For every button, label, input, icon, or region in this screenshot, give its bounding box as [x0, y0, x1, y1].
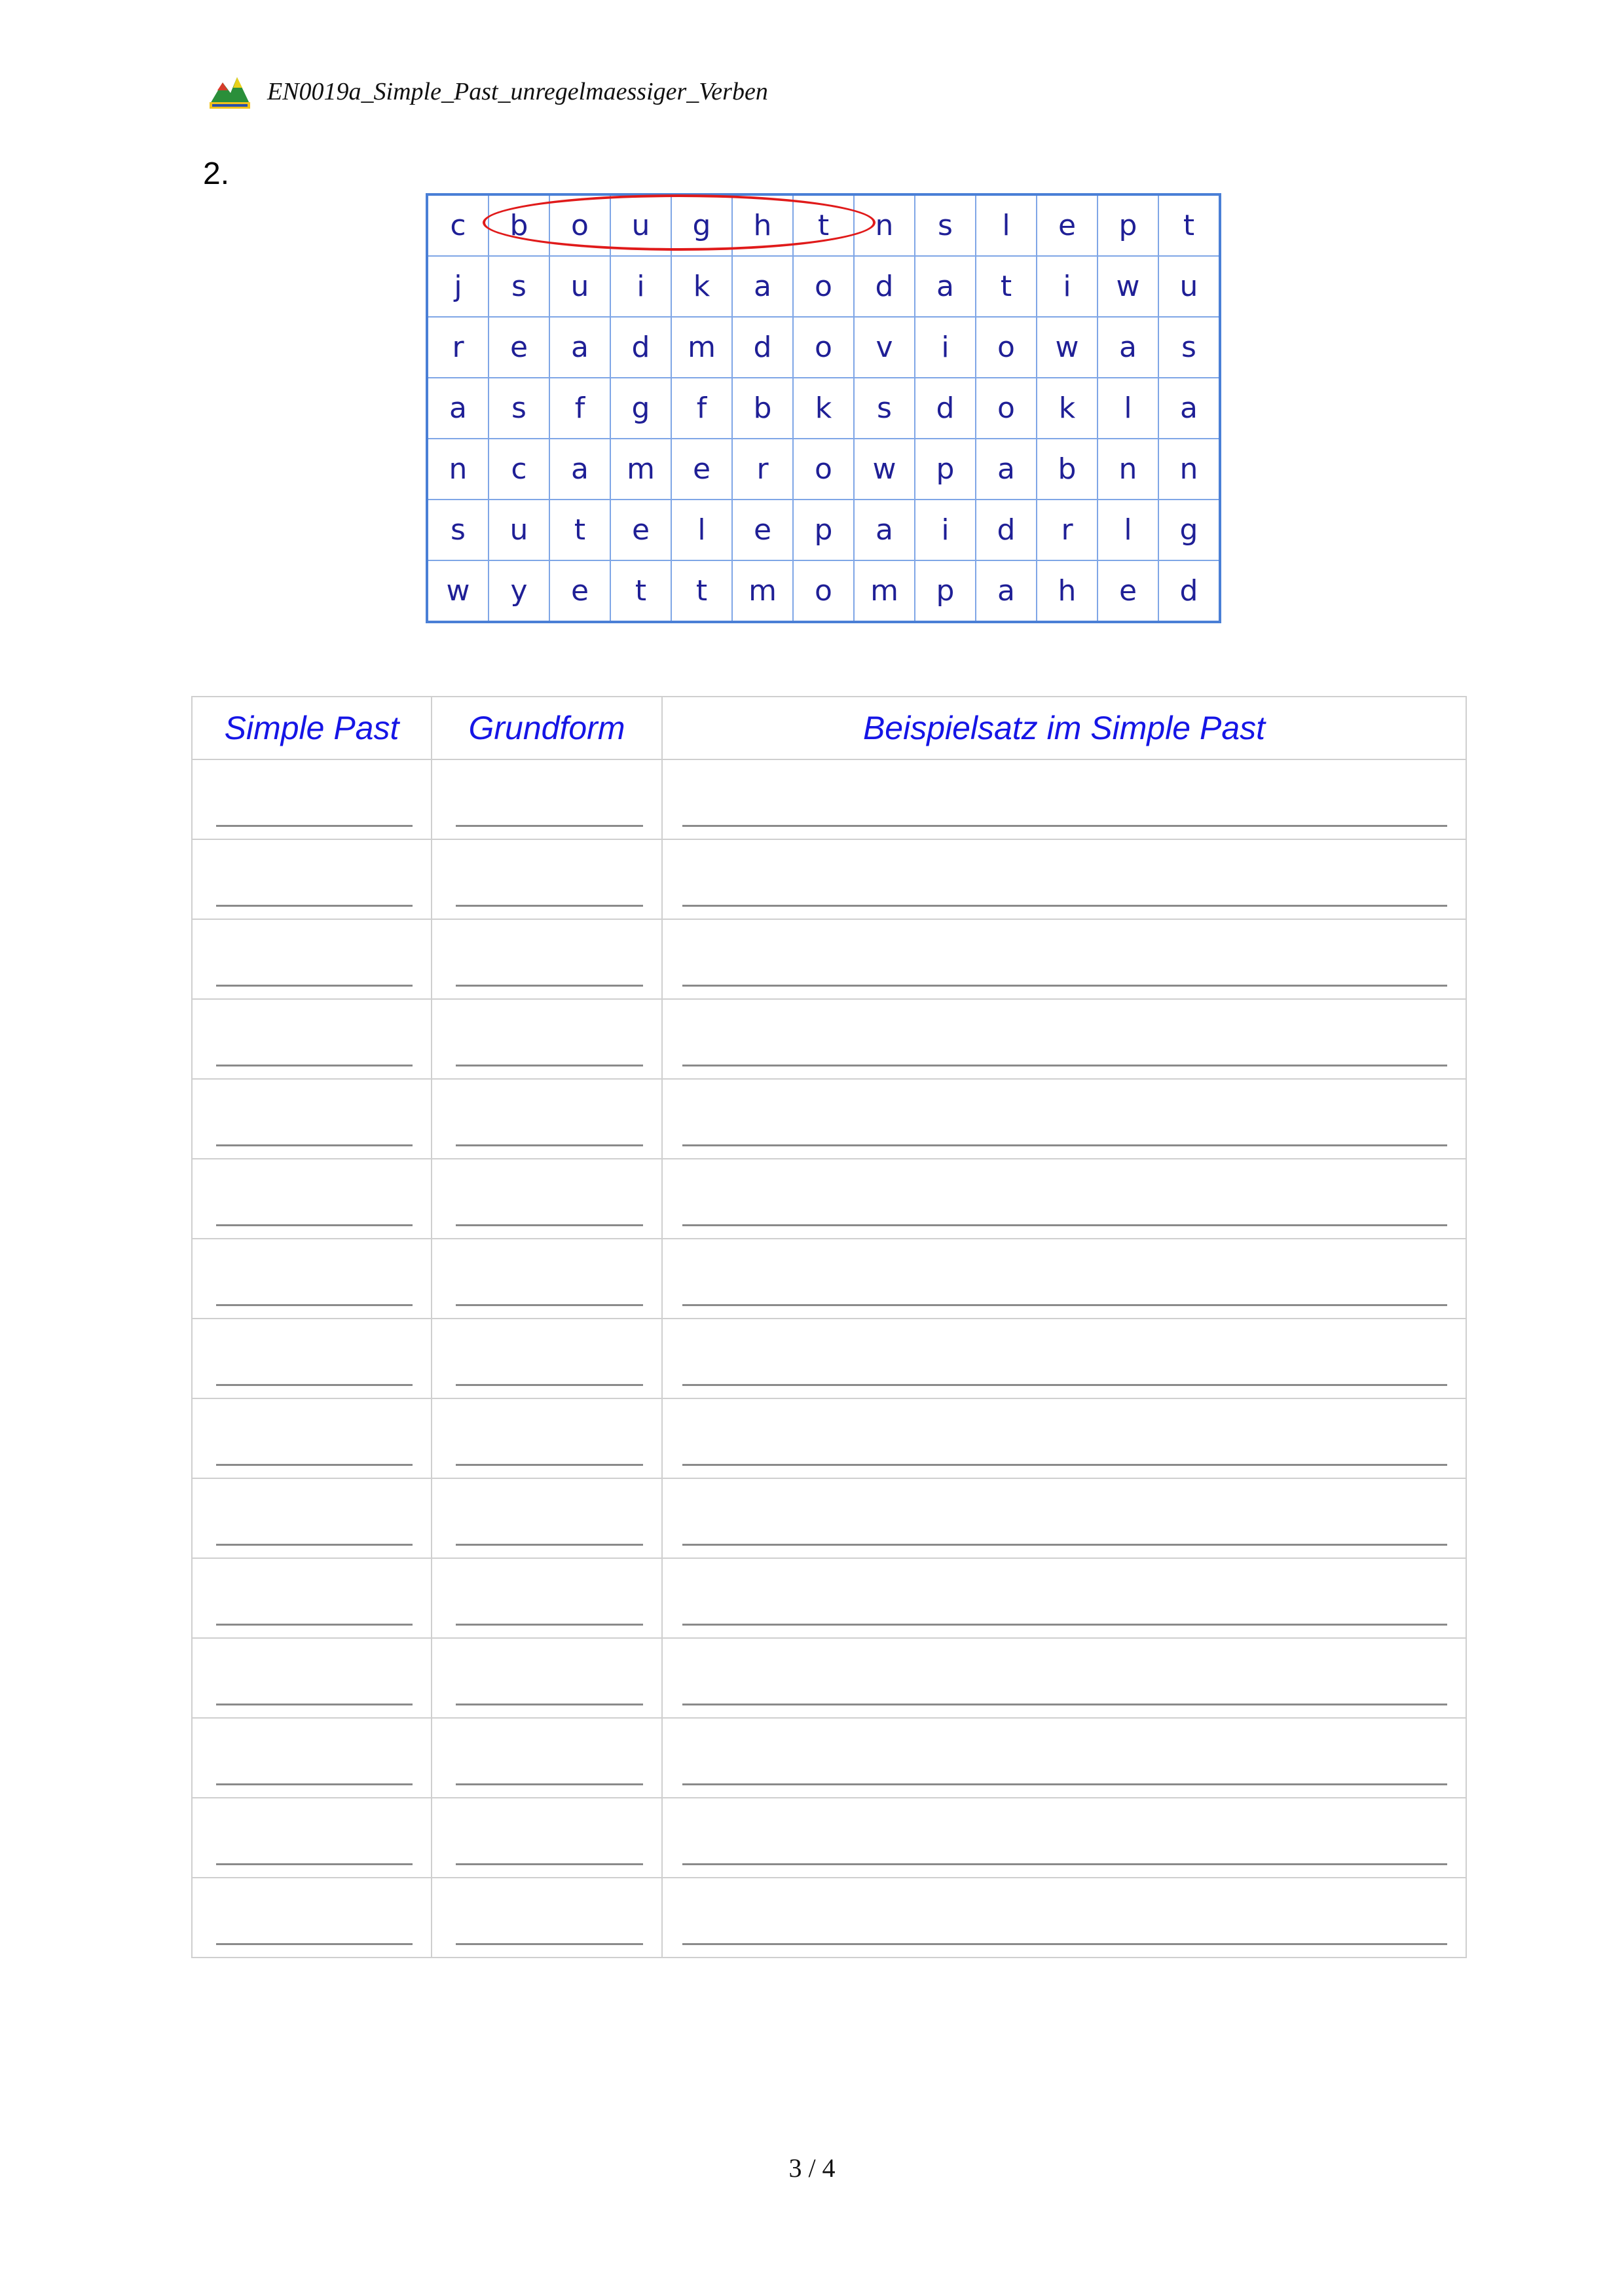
- grundform-blank-cell: [432, 1319, 662, 1398]
- grid-cell: a: [1098, 317, 1158, 378]
- grid-cell: i: [915, 317, 976, 378]
- grid-cell: d: [854, 256, 915, 317]
- grid-cell: n: [1158, 439, 1220, 500]
- grundform-blank-line[interactable]: [456, 1304, 643, 1306]
- grundform-blank-line[interactable]: [456, 1544, 643, 1546]
- answer-row: [192, 1638, 1466, 1718]
- simple-past-blank-cell: [192, 1718, 432, 1798]
- grundform-blank-line[interactable]: [456, 1224, 643, 1226]
- simple-past-blank-cell: [192, 1478, 432, 1558]
- grundform-blank-cell: [432, 1878, 662, 1958]
- simple-past-blank-line[interactable]: [216, 1783, 413, 1785]
- example-sentence-blank-cell: [662, 1718, 1466, 1798]
- grid-cell: a: [915, 256, 976, 317]
- grid-cell: t: [549, 500, 610, 560]
- grid-cell: m: [671, 317, 732, 378]
- simple-past-blank-cell: [192, 1398, 432, 1478]
- grid-cell: s: [427, 500, 489, 560]
- grid-cell: k: [671, 256, 732, 317]
- answer-row: [192, 1159, 1466, 1239]
- simple-past-blank-cell: [192, 1798, 432, 1878]
- grid-cell: t: [610, 560, 671, 622]
- grid-cell: o: [549, 194, 610, 256]
- simple-past-blank-line[interactable]: [216, 1065, 413, 1066]
- answer-row: [192, 839, 1466, 919]
- simple-past-blank-cell: [192, 1319, 432, 1398]
- grid-cell: u: [489, 500, 549, 560]
- simple-past-blank-line[interactable]: [216, 1384, 413, 1386]
- grid-cell: u: [1158, 256, 1220, 317]
- grundform-blank-cell: [432, 1558, 662, 1638]
- grid-cell: t: [793, 194, 854, 256]
- grid-row: [427, 500, 1220, 560]
- simple-past-blank-cell: [192, 1558, 432, 1638]
- grid-cell: s: [489, 256, 549, 317]
- simple-past-blank-line[interactable]: [216, 985, 413, 987]
- simple-past-blank-line[interactable]: [216, 1943, 413, 1945]
- answer-row: [192, 1718, 1466, 1798]
- grundform-blank-line[interactable]: [456, 1384, 643, 1386]
- answer-row: [192, 759, 1466, 839]
- grid-cell: u: [610, 194, 671, 256]
- grundform-blank-cell: [432, 1398, 662, 1478]
- example-sentence-blank-line[interactable]: [682, 905, 1447, 907]
- grid-cell: e: [732, 500, 793, 560]
- grid-cell: b: [1037, 439, 1098, 500]
- grid-cell: g: [610, 378, 671, 439]
- simple-past-blank-line[interactable]: [216, 1544, 413, 1546]
- grid-row: [427, 317, 1220, 378]
- simple-past-blank-line[interactable]: [216, 1863, 413, 1865]
- exercise-number: 2.: [203, 156, 230, 191]
- grid-cell: r: [732, 439, 793, 500]
- grid-cell: l: [1098, 500, 1158, 560]
- grid-row: [427, 194, 1220, 256]
- grid-cell: s: [854, 378, 915, 439]
- grundform-blank-line[interactable]: [456, 825, 643, 827]
- example-sentence-blank-line[interactable]: [682, 1704, 1447, 1705]
- example-sentence-blank-cell: [662, 1319, 1466, 1398]
- grid-cell: o: [976, 317, 1037, 378]
- example-sentence-blank-line[interactable]: [682, 1224, 1447, 1226]
- grid-cell: o: [793, 560, 854, 622]
- grundform-blank-line[interactable]: [456, 1464, 643, 1466]
- example-sentence-blank-line[interactable]: [682, 1863, 1447, 1865]
- grid-cell: b: [732, 378, 793, 439]
- grid-cell: w: [427, 560, 489, 622]
- answer-row: [192, 1878, 1466, 1958]
- simple-past-blank-line[interactable]: [216, 1144, 413, 1146]
- grid-cell: n: [427, 439, 489, 500]
- example-sentence-blank-line[interactable]: [682, 1464, 1447, 1466]
- grid-cell: h: [1037, 560, 1098, 622]
- example-sentence-blank-cell: [662, 1558, 1466, 1638]
- example-sentence-blank-line[interactable]: [682, 1943, 1447, 1945]
- document-title: EN0019a_Simple_Past_unregelmaessiger_Verben: [267, 78, 768, 105]
- grid-row: [427, 256, 1220, 317]
- grundform-blank-cell: [432, 1079, 662, 1159]
- grid-cell: t: [671, 560, 732, 622]
- grid-cell: j: [427, 256, 489, 317]
- grundform-blank-cell: [432, 1638, 662, 1718]
- simple-past-blank-cell: [192, 999, 432, 1079]
- simple-past-blank-line[interactable]: [216, 1464, 413, 1466]
- example-sentence-blank-cell: [662, 1079, 1466, 1159]
- word-search-puzzle: [426, 193, 1221, 623]
- example-sentence-blank-line[interactable]: [682, 1783, 1447, 1785]
- grid-cell: m: [854, 560, 915, 622]
- grid-cell: f: [671, 378, 732, 439]
- grid-cell: r: [1037, 500, 1098, 560]
- grid-cell: e: [671, 439, 732, 500]
- answer-row: [192, 1319, 1466, 1398]
- grid-cell: m: [610, 439, 671, 500]
- grid-cell: n: [1098, 439, 1158, 500]
- example-sentence-blank-cell: [662, 1798, 1466, 1878]
- grundform-blank-cell: [432, 759, 662, 839]
- grid-cell: i: [1037, 256, 1098, 317]
- grundform-blank-line[interactable]: [456, 1065, 643, 1066]
- mountain-logo-icon: [208, 73, 251, 110]
- simple-past-blank-line[interactable]: [216, 1224, 413, 1226]
- grid-cell: a: [976, 439, 1037, 500]
- grid-cell: p: [1098, 194, 1158, 256]
- grid-cell: d: [1158, 560, 1220, 622]
- grid-cell: d: [610, 317, 671, 378]
- grid-cell: w: [854, 439, 915, 500]
- example-sentence-blank-cell: [662, 839, 1466, 919]
- answer-row: [192, 1398, 1466, 1478]
- word-search-grid: [426, 193, 1221, 623]
- grundform-blank-cell: [432, 919, 662, 999]
- grid-cell: n: [854, 194, 915, 256]
- example-sentence-blank-line[interactable]: [682, 1624, 1447, 1626]
- grid-cell: f: [549, 378, 610, 439]
- example-sentence-blank-cell: [662, 999, 1466, 1079]
- grid-cell: y: [489, 560, 549, 622]
- grid-cell: i: [915, 500, 976, 560]
- grid-cell: e: [549, 560, 610, 622]
- grid-cell: a: [732, 256, 793, 317]
- example-sentence-blank-cell: [662, 1878, 1466, 1958]
- grundform-blank-cell: [432, 1718, 662, 1798]
- grid-cell: d: [732, 317, 793, 378]
- grid-cell: g: [671, 194, 732, 256]
- grid-cell: m: [732, 560, 793, 622]
- grid-cell: w: [1037, 317, 1098, 378]
- grundform-blank-cell: [432, 1239, 662, 1319]
- grid-cell: s: [915, 194, 976, 256]
- example-sentence-blank-line[interactable]: [682, 1304, 1447, 1306]
- grundform-blank-line[interactable]: [456, 1704, 643, 1705]
- example-sentence-blank-cell: [662, 1638, 1466, 1718]
- grid-cell: e: [489, 317, 549, 378]
- grid-cell: g: [1158, 500, 1220, 560]
- answer-table: [191, 696, 1467, 1958]
- grid-cell: s: [489, 378, 549, 439]
- grid-cell: t: [1158, 194, 1220, 256]
- example-sentence-blank-cell: [662, 1478, 1466, 1558]
- example-sentence-blank-line[interactable]: [682, 1384, 1447, 1386]
- simple-past-blank-cell: [192, 1878, 432, 1958]
- grid-cell: d: [915, 378, 976, 439]
- grundform-blank-cell: [432, 1478, 662, 1558]
- grid-row: [427, 439, 1220, 500]
- simple-past-blank-cell: [192, 1239, 432, 1319]
- example-sentence-blank-line[interactable]: [682, 825, 1447, 827]
- grid-cell: o: [793, 317, 854, 378]
- simple-past-blank-line[interactable]: [216, 1624, 413, 1626]
- grid-cell: a: [976, 560, 1037, 622]
- grid-cell: o: [976, 378, 1037, 439]
- grundform-blank-line[interactable]: [456, 985, 643, 987]
- grid-cell: i: [610, 256, 671, 317]
- grid-cell: e: [1098, 560, 1158, 622]
- simple-past-blank-cell: [192, 919, 432, 999]
- grid-cell: o: [793, 256, 854, 317]
- example-sentence-blank-cell: [662, 1159, 1466, 1239]
- grid-cell: e: [610, 500, 671, 560]
- grundform-blank-line[interactable]: [456, 1863, 643, 1865]
- grid-cell: a: [854, 500, 915, 560]
- grid-cell: c: [427, 194, 489, 256]
- grid-cell: h: [732, 194, 793, 256]
- grid-cell: p: [915, 439, 976, 500]
- simple-past-blank-cell: [192, 759, 432, 839]
- grid-cell: l: [671, 500, 732, 560]
- grid-cell: v: [854, 317, 915, 378]
- answer-row: [192, 919, 1466, 999]
- grundform-blank-line[interactable]: [456, 1943, 643, 1945]
- grid-cell: e: [1037, 194, 1098, 256]
- answer-row: [192, 1798, 1466, 1878]
- simple-past-blank-line[interactable]: [216, 825, 413, 827]
- grid-cell: a: [1158, 378, 1220, 439]
- header-grundform: Grundform: [432, 697, 662, 759]
- simple-past-blank-cell: [192, 1638, 432, 1718]
- simple-past-blank-cell: [192, 839, 432, 919]
- answer-row: [192, 1558, 1466, 1638]
- example-sentence-blank-line[interactable]: [682, 1065, 1447, 1066]
- grid-cell: w: [1098, 256, 1158, 317]
- simple-past-blank-line[interactable]: [216, 1704, 413, 1705]
- grid-cell: d: [976, 500, 1037, 560]
- grid-row: [427, 560, 1220, 622]
- grundform-blank-cell: [432, 1159, 662, 1239]
- answer-row: [192, 999, 1466, 1079]
- grundform-blank-cell: [432, 999, 662, 1079]
- grundform-blank-cell: [432, 839, 662, 919]
- example-sentence-blank-cell: [662, 919, 1466, 999]
- grid-cell: l: [1098, 378, 1158, 439]
- grid-cell: a: [427, 378, 489, 439]
- page-number: 3 / 4: [788, 2153, 836, 2183]
- grid-cell: p: [793, 500, 854, 560]
- answer-row: [192, 1079, 1466, 1159]
- grid-cell: k: [793, 378, 854, 439]
- grundform-blank-line[interactable]: [456, 1783, 643, 1785]
- example-sentence-blank-cell: [662, 759, 1466, 839]
- simple-past-blank-cell: [192, 1079, 432, 1159]
- example-sentence-blank-line[interactable]: [682, 1544, 1447, 1546]
- grid-cell: c: [489, 439, 549, 500]
- grid-cell: b: [489, 194, 549, 256]
- grid-cell: a: [549, 439, 610, 500]
- grid-cell: s: [1158, 317, 1220, 378]
- example-sentence-blank-cell: [662, 1239, 1466, 1319]
- grid-cell: k: [1037, 378, 1098, 439]
- example-sentence-blank-line[interactable]: [682, 1144, 1447, 1146]
- simple-past-blank-line[interactable]: [216, 905, 413, 907]
- example-sentence-blank-cell: [662, 1398, 1466, 1478]
- header-beispielsatz: Beispielsatz im Simple Past: [662, 697, 1466, 759]
- example-sentence-blank-line[interactable]: [682, 985, 1447, 987]
- grid-cell: u: [549, 256, 610, 317]
- answer-row: [192, 1478, 1466, 1558]
- grid-cell: p: [915, 560, 976, 622]
- simple-past-blank-line[interactable]: [216, 1304, 413, 1306]
- grid-cell: t: [976, 256, 1037, 317]
- grid-cell: r: [427, 317, 489, 378]
- grid-cell: l: [976, 194, 1037, 256]
- grundform-blank-line[interactable]: [456, 1624, 643, 1626]
- grid-row: [427, 378, 1220, 439]
- grundform-blank-cell: [432, 1798, 662, 1878]
- grundform-blank-line[interactable]: [456, 1144, 643, 1146]
- grid-cell: a: [549, 317, 610, 378]
- grundform-blank-line[interactable]: [456, 905, 643, 907]
- answer-table-header-row: [192, 697, 1466, 759]
- header-simple-past: Simple Past: [192, 697, 432, 759]
- answer-row: [192, 1239, 1466, 1319]
- grid-cell: o: [793, 439, 854, 500]
- simple-past-blank-cell: [192, 1159, 432, 1239]
